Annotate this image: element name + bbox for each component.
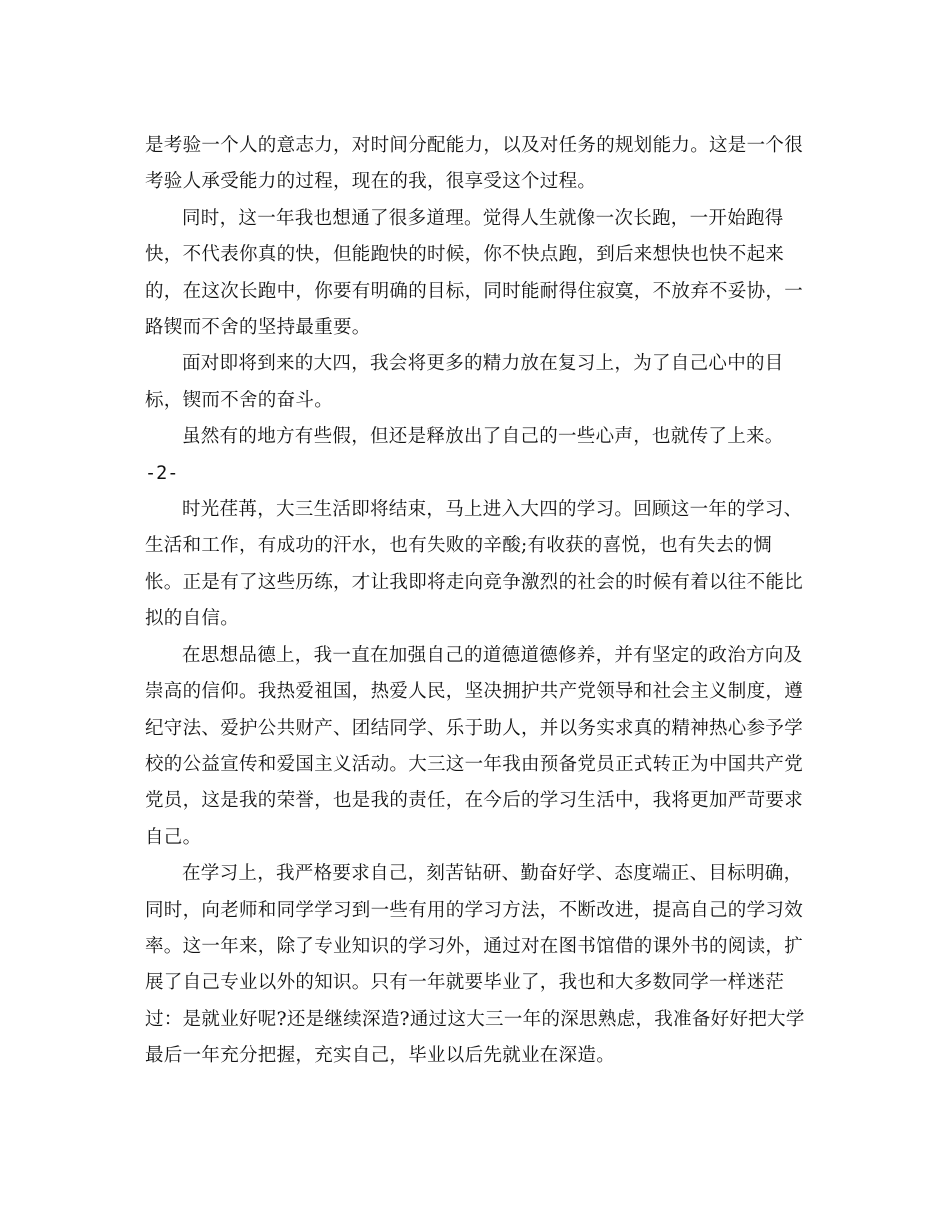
paragraph-study: 在学习上，我严格要求自己，刻苦钻研、勤奋好学、态度端正、目标明确，同时，向老师和同学学习到一些有用的学习方法，不断改进，提高自己的学习效率。这一年来，除了专业知识的学习外，通过对在图书馆借的课外书的阅读，扩展了自己专业以外的知识。只有一年就要毕业了，我也和大多数同学一样迷茫过：是就业好呢?还是继续深造?通过这大三一年的深思熟虑，我准备好好把大学最后一年充分把握，充实自己，毕业以后先就业在深造。 (145, 863, 805, 1067)
paragraph-continuation: 是考验一个人的意志力，对时间分配能力，以及对任务的规划能力。这是一个很考验人承受能力的过程，现在的我，很享受这个过程。 (145, 135, 804, 193)
section-marker: -2- (145, 462, 179, 484)
paragraph-senior-year: 面对即将到来的大四，我会将更多的精力放在复习上，为了自己心中的目标，锲而不舍的奋斗。 (145, 353, 784, 411)
document-body (145, 128, 805, 1075)
paragraph-morality: 在思想品德上，我一直在加强自己的道德道德修养，并有坚定的政治方向及崇高的信仰。我热爱祖国，热爱人民，坚决拥护共产党领导和社会主义制度，遵纪守法、爱护公共财产、团结同学、乐于助人，并以务实求真的精神热心参予学校的公益宣传和爱国主义活动。大三这一年我由预备党员正式转正为中国共产党党员，这是我的荣誉，也是我的责任，在今后的学习生活中，我将更加严苛要求自己。 (145, 644, 804, 848)
paragraph-intro: 时光荏苒，大三生活即将结束，马上进入大四的学习。回顾这一年的学习、生活和工作，有成功的汗水，也有失败的辛酸;有收获的喜悦，也有失去的惆怅。正是有了这些历练，才让我即将走向竞争激烈的社会的时候有着以往不能比拟的自信。 (145, 499, 804, 630)
paragraph-long-run: 同时，这一年我也想通了很多道理。觉得人生就像一次长跑，一开始跑得快，不代表你真的快，但能跑快的时候，你不快点跑，到后来想快也快不起来的，在这次长跑中，你要有明确的目标，同时能耐得住寂寞，不放弃不妥协，一路锲而不舍的坚持最重要。 (145, 207, 804, 339)
paragraph-note: 虽然有的地方有些假，但还是释放出了自己的一些心声，也就传了上来。 (182, 426, 784, 448)
